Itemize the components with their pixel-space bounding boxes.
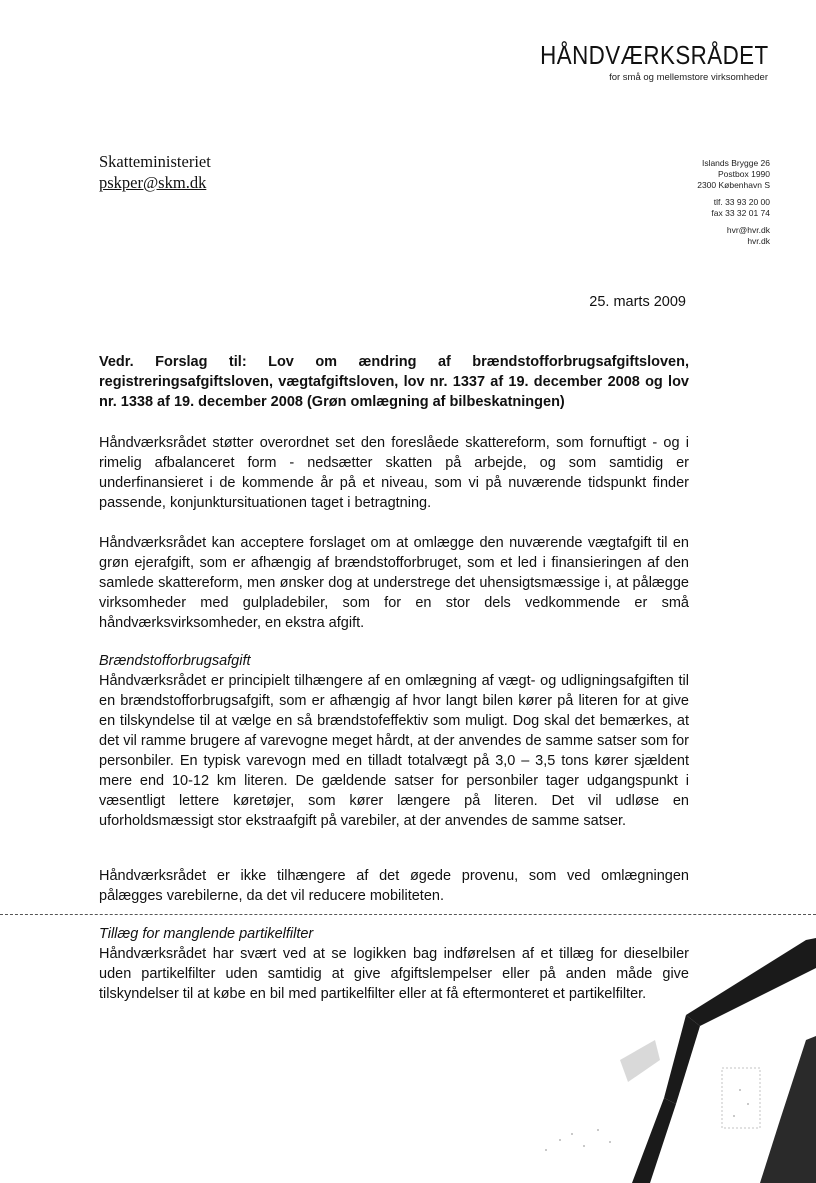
body-paragraph-5: Håndværksrådet har svært ved at se logikken bag indførelsen af et tillæg for dieselbiler uden partikelfilter uden samtidig at give afgiftslempelser eller på anden måde give tilskyndelser til at købe en bil med partikelfilter eller at få eftermonteret et partikelfilter. [99, 946, 689, 1002]
phone-number: tlf. 33 93 20 00 [713, 197, 770, 207]
body-paragraph-3: Håndværksrådet er principielt tilhængere af en omlægning af vægt- og udligningsafgiften til en brændstofforbrugsafgift, som er afhængig af hvor langt bilen kører på literen for at give en tilskyndelse til at vælge en så brændstofeffektiv som muligt. Dog skal det bemærkes, at det vil ramme brugere af varevogne meget hårdt, at der anvendes de samme satser som for personbiler. En typisk varevogn med en tilladt totalvægt på 3,0 – 3,5 tons kører sjældent mere end 10-12 km literen. De gældende satser for personbiler tager udgangspunkt i væsentligt lettere køretøjer, som kører længere på literen. Det vil udløse en uforholdsmæssigt stor ekstraafgift på varebiler, at der anvendes de samme satser. [99, 673, 689, 829]
ribbon-band-lower [632, 1098, 676, 1183]
recipient-email-link[interactable]: pskper@skm.dk [99, 173, 207, 192]
body-paragraph-2: Håndværksrådet kan acceptere forslaget om at omlægge den nuværende vægtafgift til en grøn ejerafgift, som er afhængig af brændstofforbruget, som et led i finansieringen af den samlede skattereform, men ønsker dog at understrege det uhensigtsmæssige i, at pålægge virksomheder med gulpladebiler, som for en stor dels vedkommende er små håndværksvirksomheder, en ekstra afgift. [99, 535, 689, 631]
organization-tagline: for små og mellemstore virksomheder [609, 72, 768, 83]
organization-logo: HÅNDVÆRKSRÅDET [540, 40, 769, 70]
ribbon-band-upper [686, 938, 816, 1026]
body-paragraph-1: Håndværksrådet støtter overordnet set den foreslåede skattereform, som fornuftigt - og i rimelig afbalanceret form - nedsætter skatten på arbejde, og som samtidig er underfinansieret i de kommende år på et niveau, som vi på nuværende tidspunkt finder passende, konjunktursituationen taget i betragtning. [99, 435, 689, 511]
letter-date: 25. marts 2009 [589, 294, 686, 310]
sender-website: hvr.dk [747, 236, 770, 246]
fax-number: fax 33 32 01 74 [711, 208, 770, 218]
section-heading-particle-filter: Tillæg for manglende partikelfilter [99, 926, 314, 942]
address-line-2: Postbox 1990 [718, 169, 770, 179]
recipient-name: Skatteministeriet [99, 152, 211, 171]
ribbon-shadow-right [760, 1036, 816, 1183]
address-line-3: 2300 København S [697, 180, 770, 190]
section-heading-fuel-tax: Brændstofforbrugsafgift [99, 653, 251, 669]
ribbon-fold-left [620, 1040, 660, 1082]
body-paragraph-4: Håndværksrådet er ikke tilhængere af det øgede provenu, som ved omlægningen pålægges varebilerne, da det vil reducere mobiliteten. [99, 868, 689, 904]
sender-email: hvr@hvr.dk [726, 225, 770, 235]
ribbon-band-middle [664, 1015, 700, 1104]
address-line-1: Islands Brygge 26 [701, 158, 770, 168]
letter-subject: Vedr. Forslag til: Lov om ændring af brændstofforbrugsafgiftsloven, registreringsafgiftsloven, vægtafgiftsloven, lov nr. 1337 af 19. december 2008 og lov nr. 1338 af 19. december 2008 (Grøn omlægning af bilbeskatningen) [99, 354, 689, 410]
